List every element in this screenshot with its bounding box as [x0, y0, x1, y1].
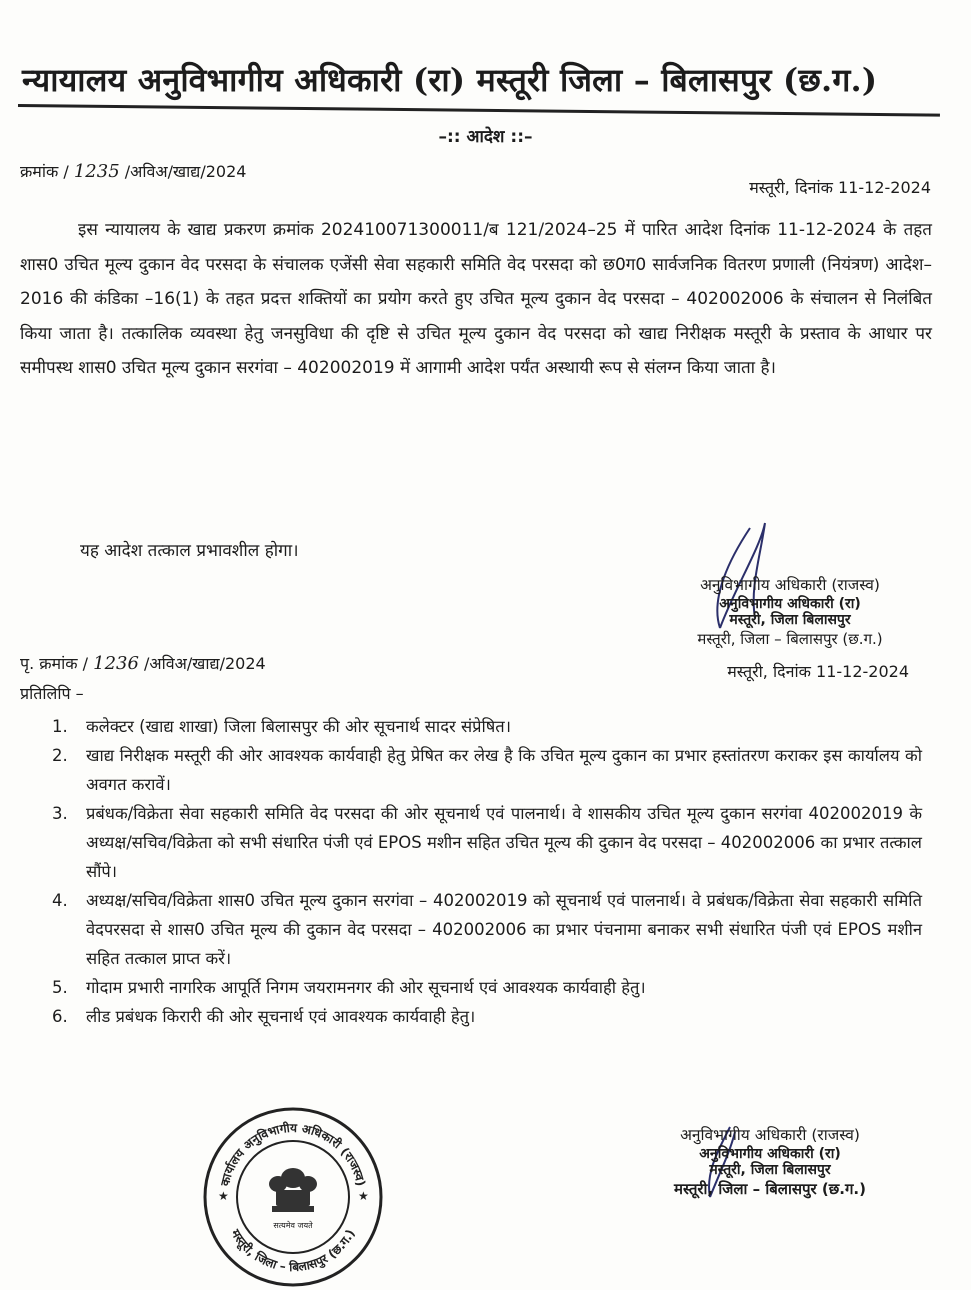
- order-heading: –:: आदेश ::–: [438, 127, 533, 147]
- star-icon: ★: [358, 1189, 369, 1203]
- endorsement-reference: [20, 652, 266, 674]
- list-item-text: लीड प्रबंधक किरारी की ओर सूचनार्थ एवं आवश्यक कार्यवाही हेतु।: [86, 1007, 476, 1026]
- order-body: [20, 213, 932, 386]
- order-place-date: मस्तूरी, दिनांक 11-12-2024: [749, 178, 931, 197]
- star-icon: ★: [218, 1189, 229, 1203]
- endorsement-ref-number-handwritten: 1236: [93, 653, 139, 674]
- list-item-number: 2.: [52, 746, 68, 765]
- list-item: [52, 886, 922, 973]
- ref-suffix: /अविअ/खाद्य/2024: [124, 162, 247, 181]
- ref-prefix: क्रमांक /: [20, 162, 69, 181]
- emblem-icon: [269, 1168, 317, 1212]
- list-item: [52, 712, 922, 741]
- list-item-text: अध्यक्ष/सचिव/विक्रेता शास0 उचित मूल्य दुकान सरगंवा – 402002019 को सूचनार्थ एवं पालनार्थ। वे प्रबंधक/विक्रेता सेवा सहकारी समिति वेदपरसदा से शास0 उचित मूल्य की दुकान वेद परसदा – 402002006 का प्रभार पंचनामा बनाकर सभी संधारित पंजी एवं EPOS मशीन सहित तत्काल प्राप्त करें।: [86, 891, 922, 968]
- list-item-number: 4.: [52, 891, 68, 910]
- signatory-location-2: मस्तूरी, जिला – बिलासपुर (छ.ग.): [674, 1180, 866, 1198]
- endorsement-ref-suffix: /अविअ/खाद्य/2024: [144, 654, 266, 673]
- seal-ring-bottom-text: मस्तूरी, जिला – बिलासपुर (छ.ग.): [228, 1227, 358, 1275]
- list-item-text: कलेक्टर (खाद्य शाखा) जिला बिलासपुर की ओर सूचनार्थ सादर संप्रेषित।: [86, 717, 511, 736]
- signatory-stamp-1a: अनुविभागीय अधिकारी (रा): [719, 596, 861, 612]
- list-item: [52, 799, 922, 886]
- signatory-title-2: अनुविभागीय अधिकारी (राजस्व): [680, 1126, 860, 1144]
- header-rule: [18, 104, 940, 117]
- seal-ring-top-text: कार्यालय अनुविभागीय अधिकारी (राजस्व): [217, 1120, 369, 1188]
- copy-label: प्रतिलिपि –: [20, 684, 84, 703]
- endorsement-ref-prefix: पृ. क्रमांक /: [20, 654, 89, 673]
- list-item-text: खाद्य निरीक्षक मस्तूरी की ओर आवश्यक कार्यवाही हेतु प्रेषित कर लेख है कि उचित मूल्य दुकान का प्रभार हस्तांतरण कराकर इस कार्यालय को अवगत करावें।: [86, 746, 922, 794]
- ref-number-handwritten: 1235: [73, 161, 120, 182]
- list-item-text: गोदाम प्रभारी नागरिक आपूर्ति निगम जयरामनगर की ओर सूचनार्थ एवं आवश्यक कार्यवाही हेतु।: [86, 978, 646, 997]
- effective-statement: यह आदेश तत्काल प्रभावशील होगा।: [80, 541, 299, 561]
- order-reference: [20, 160, 246, 182]
- signatory-location-1: मस्तूरी, जिला – बिलासपुर (छ.ग.): [697, 630, 883, 648]
- signature-block-1: [640, 574, 940, 650]
- list-item: [52, 741, 922, 799]
- signatory-stamp-1b: मस्तूरी, जिला बिलासपुर: [729, 612, 851, 628]
- order-body-text: इस न्यायालय के खाद्य प्रकरण क्रमांक 202410071300011/ब 121/2024–25 में पारित आदेश दिनांक 11-12-2024 के तहत शास0 उचित मूल्य दुकान वेद परसदा के संचालक एजेंसी सेवा सहकारी समिति वेद परसदा को छ0ग0 सार्वजनिक वितरण प्रणाली (नियंत्रण) आदेश–2016 की कंडिका –16(1) के तहत प्रदत्त शक्तियों का प्रयोग करते हुए उचित मूल्य दुकान वेद परसदा – 402002006 के संचालन से निलंबित किया जाता है। तत्कालिक व्यवस्था हेतु जनसुविधा की दृष्टि से उचित मूल्य दुकान वेद परसदा को खाद्य निरीक्षक मस्तूरी के प्रस्ताव के आधार पर समीपस्थ शास0 उचित मूल्य दुकान सरगंवा – 402002019 में आगामी आदेश पर्यंत अस्थायी रूप से संलग्न किया जाता है।: [20, 220, 932, 378]
- endorsement-place-date: मस्तूरी, दिनांक 11-12-2024: [727, 662, 909, 681]
- svg-text:मस्तूरी, जिला – बिलासपुर (छ.ग.: [228, 1226, 358, 1274]
- list-item: [52, 1002, 922, 1031]
- list-item-text: प्रबंधक/विक्रेता सेवा सहकारी समिति वेद परसदा की ओर सूचनार्थ एवं पालनार्थ। वे शासकीय उचित मूल्य दुकान सरगंवा 402002019 के अध्यक्ष/सचिव/विक्रेता को सभी संधारित पंजी एवं EPOS मशीन सहित उचित मूल्य की दुकान वेद परसदा – 402002006 का प्रभार तत्काल सौंपे।: [86, 804, 922, 881]
- list-item-number: 1.: [52, 717, 68, 736]
- list-item-number: 3.: [52, 804, 68, 823]
- signatory-stamp-2a: अनुविभागीय अधिकारी (रा): [699, 1146, 841, 1162]
- court-header: न्यायालय अनुविभागीय अधिकारी (रा) मस्तूरी जिला – बिलासपुर (छ.ग.): [22, 61, 878, 99]
- list-item-number: 6.: [52, 1007, 68, 1026]
- list-item-number: 5.: [52, 978, 68, 997]
- signatory-title-1: अनुविभागीय अधिकारी (राजस्व): [700, 576, 880, 594]
- signatory-stamp-2b: मस्तूरी, जिला बिलासपुर: [709, 1162, 831, 1178]
- list-item: [52, 973, 922, 1002]
- signature-block-2: [620, 1124, 920, 1200]
- copy-list: [52, 712, 922, 1031]
- seal-motto: सत्यमेव जयते: [273, 1221, 313, 1230]
- office-seal: [200, 1104, 386, 1290]
